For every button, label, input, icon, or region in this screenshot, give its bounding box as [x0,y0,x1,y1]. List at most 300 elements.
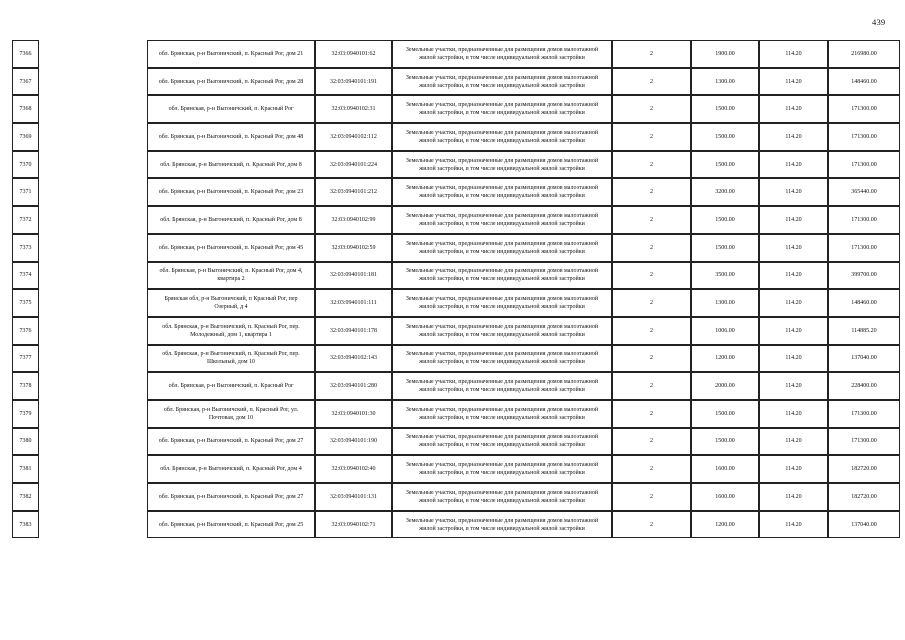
category: 2 [650,493,653,500]
address: обл. Брянская, р-н Выгоничский, п. Красный Рог, дом 4 [160,466,302,473]
cadastral-number: 32:03:0940102:143 [329,355,377,362]
rate-cell [759,262,828,290]
land-use-cell [392,400,612,428]
cadastral-number: 32:03:0940101:224 [329,161,377,168]
table-row [12,206,882,234]
table-row [12,95,882,123]
cadastral-number: 32:03:0940101:181 [329,272,377,279]
area-cell [691,400,759,428]
area: 1006.00 [715,327,735,334]
rate-cell [759,206,828,234]
table-row [12,289,882,317]
cadastral-value-cell [828,206,900,234]
land-use: Земельные участки, предназначенные для размещения домов малоэтажной жилой застройки, в том числе индивидуальной жилой застройки [405,74,599,89]
cadastral-number-cell [315,68,392,96]
address: обл. Брянская, р-н Выгоничский, п. Красный Рог, дом 25 [158,521,304,528]
land-use: Земельные участки, предназначенные для размещения домов малоэтажной жилой застройки, в том числе индивидуальной жилой застройки [405,268,599,283]
row-id: 7382 [19,493,32,500]
land-use: Земельные участки, предназначенные для размещения домов малоэтажной жилой застройки, в том числе индивидуальной жилой застройки [405,240,599,255]
cadastral-number: 32:03:0940102:59 [331,244,376,251]
area-cell [691,123,759,151]
land-use-cell [392,178,612,206]
rate-cell [759,289,828,317]
rate: 114.20 [785,383,802,390]
cadastral-number-cell [315,289,392,317]
category-cell [612,511,691,539]
area-cell [691,289,759,317]
row-id: 7379 [19,410,32,417]
table-row [12,234,882,262]
area-cell [691,40,759,68]
row-id: 7372 [19,216,32,223]
cadastral-value: 171300.00 [851,161,877,168]
rate-cell [759,151,828,179]
category-cell [612,234,691,262]
area: 3200.00 [715,189,735,196]
area: 1500.00 [715,161,735,168]
category-cell [612,428,691,456]
area-cell [691,483,759,511]
rate: 114.20 [785,106,802,113]
rate-cell [759,40,828,68]
cadastral-number: 32:03:0940101:280 [329,383,377,390]
address: обл. Брянская, р-н Выгоничский, п. Красный Рог, дом 27 [158,493,304,500]
rate-cell [759,317,828,345]
category: 2 [650,383,653,390]
category-cell [612,317,691,345]
area: 1500.00 [715,410,735,417]
address-cell [147,95,315,123]
category: 2 [650,466,653,473]
land-use: Земельные участки, предназначенные для размещения домов малоэтажной жилой застройки, в том числе индивидуальной жилой застройки [405,434,599,449]
cadastral-value: 148460.00 [851,78,877,85]
cadastral-value: 171300.00 [851,216,877,223]
land-use-cell [392,372,612,400]
address-cell [147,289,315,317]
row-id: 7378 [19,383,32,390]
cadastral-table [12,40,882,538]
address: обл. Брянская, р-н Выгоничский, п. Красный Рог, дом 27 [158,438,304,445]
table-row [12,372,882,400]
cadastral-value-cell [828,511,900,539]
address: обл. Брянская, р-н Выгоничский, п. Красный Рог, дом 28 [158,78,304,85]
row-id-cell [12,178,39,206]
land-use-cell [392,428,612,456]
address: обл. Брянская, р-н Выгоничский, п. Красный Рог, дом 8 [160,161,302,168]
cadastral-value: 216980.00 [851,50,877,57]
row-id-cell [12,511,39,539]
cadastral-number: 32:03:0940102:31 [331,106,376,113]
cadastral-number: 32:03:0940101:191 [329,78,377,85]
row-id: 7370 [19,161,32,168]
address: обл. Брянская, р-н Выгоничский, п. Красный Рог, дом 23 [158,189,304,196]
rate: 114.20 [785,300,802,307]
cadastral-number: 32:03:0940101:178 [329,327,377,334]
rate: 114.20 [785,272,802,279]
category-cell [612,68,691,96]
rate: 114.20 [785,133,802,140]
address-cell [147,234,315,262]
area-cell [691,372,759,400]
area-cell [691,455,759,483]
area-cell [691,317,759,345]
address-cell [147,40,315,68]
land-use-cell [392,40,612,68]
address: обл. Брянская, р-н Выгоничский, п. Красный Рог, дом 21 [158,50,304,57]
rate: 114.20 [785,466,802,473]
row-id: 7377 [19,355,32,362]
area-cell [691,345,759,373]
land-use: Земельные участки, предназначенные для размещения домов малоэтажной жилой застройки, в том числе индивидуальной жилой застройки [405,406,599,421]
page-number: 439 [872,17,886,27]
address: обл. Брянская, р-н Выгоничский, п. Красный Рог, дом 45 [158,244,304,251]
table-row [12,317,882,345]
row-id-cell [12,428,39,456]
area-cell [691,428,759,456]
area-cell [691,234,759,262]
category-cell [612,455,691,483]
row-id-cell [12,317,39,345]
land-use: Земельные участки, предназначенные для размещения домов малоэтажной жилой застройки, в том числе индивидуальной жилой застройки [405,489,599,504]
cadastral-value: 365440.00 [851,189,877,196]
row-id: 7374 [19,272,32,279]
address: обл. Брянская, р-н Выгоничский, п. Красный Рог, дом 8 [160,216,302,223]
rate-cell [759,428,828,456]
row-id: 7376 [19,327,32,334]
cadastral-number: 32:03:0940101:212 [329,189,377,196]
address-cell [147,151,315,179]
row-id-cell [12,483,39,511]
cadastral-value-cell [828,428,900,456]
cadastral-number-cell [315,483,392,511]
area: 1500.00 [715,133,735,140]
land-use-cell [392,206,612,234]
address: обл. Брянская, р-н Выгоничский, п. Красный Рог, ул. Почтовая, дом 10 [163,406,299,421]
land-use: Земельные участки, предназначенные для размещения домов малоэтажной жилой застройки, в том числе индивидуальной жилой застройки [405,296,599,311]
address: обл. Брянская, р-н Выгоничский, п. Красный Рог [168,106,294,113]
address: Брянская обл, р-н Выгоничский, п Красный Рог, пер Озерный, д 4 [164,296,298,311]
cadastral-value-cell [828,289,900,317]
row-id-cell [12,40,39,68]
rate-cell [759,95,828,123]
row-id: 7383 [19,521,32,528]
category-cell [612,345,691,373]
row-id-cell [12,262,39,290]
cadastral-number: 32:03:0940101:111 [330,300,377,307]
rate-cell [759,345,828,373]
land-use-cell [392,345,612,373]
area: 1600.00 [715,493,735,500]
row-id: 7381 [19,466,32,473]
area: 1500.00 [715,216,735,223]
cadastral-number-cell [315,262,392,290]
cadastral-number: 32:03:0940102:40 [331,466,376,473]
land-use-cell [392,317,612,345]
cadastral-value-cell [828,317,900,345]
cadastral-number-cell [315,40,392,68]
land-use-cell [392,234,612,262]
table-row [12,262,882,290]
area-cell [691,178,759,206]
address-cell [147,68,315,96]
cadastral-value-cell [828,234,900,262]
table-row [12,511,882,539]
rate: 114.20 [785,244,802,251]
category: 2 [650,327,653,334]
rate: 114.20 [785,216,802,223]
cadastral-value: 228400.00 [851,383,877,390]
address: обл. Брянская, р-н Выгоничский, п. Красный Рог, пер. Школьный, дом 10 [162,351,300,366]
address-cell [147,178,315,206]
rate-cell [759,455,828,483]
category: 2 [650,78,653,85]
land-use: Земельные участки, предназначенные для размещения домов малоэтажной жилой застройки, в том числе индивидуальной жилой застройки [405,212,599,227]
cadastral-value-cell [828,68,900,96]
cadastral-value-cell [828,262,900,290]
area: 1500.00 [715,438,735,445]
land-use: Земельные участки, предназначенные для размещения домов малоэтажной жилой застройки, в том числе индивидуальной жилой застройки [405,462,599,477]
land-use: Земельные участки, предназначенные для размещения домов малоэтажной жилой застройки, в том числе индивидуальной жилой застройки [405,46,599,61]
address-cell [147,511,315,539]
cadastral-value: 148460.00 [851,300,877,307]
rate-cell [759,511,828,539]
table-row [12,151,882,179]
rate-cell [759,178,828,206]
cadastral-value-cell [828,400,900,428]
rate-cell [759,400,828,428]
category: 2 [650,216,653,223]
cadastral-value: 137040.00 [851,355,877,362]
cadastral-number-cell [315,95,392,123]
area: 1200.00 [715,521,735,528]
address: обл. Брянская, р-н Выгоничский, п. Красный Рог, дом 4, квартира 2 [159,268,303,283]
category: 2 [650,106,653,113]
land-use: Земельные участки, предназначенные для размещения домов малоэтажной жилой застройки, в том числе индивидуальной жилой застройки [405,157,599,172]
row-id-cell [12,68,39,96]
category-cell [612,206,691,234]
cadastral-number: 32:03:0940101:30 [331,410,376,417]
row-id-cell [12,289,39,317]
row-id-cell [12,345,39,373]
land-use: Земельные участки, предназначенные для размещения домов малоэтажной жилой застройки, в том числе индивидуальной жилой застройки [405,185,599,200]
category: 2 [650,272,653,279]
land-use-cell [392,68,612,96]
rate: 114.20 [785,327,802,334]
area-cell [691,95,759,123]
rate-cell [759,123,828,151]
cadastral-value-cell [828,178,900,206]
area: 1600.00 [715,466,735,473]
rate: 114.20 [785,78,802,85]
address-cell [147,483,315,511]
cadastral-number-cell [315,345,392,373]
address-cell [147,206,315,234]
cadastral-number-cell [315,123,392,151]
row-id-cell [12,234,39,262]
address-cell [147,317,315,345]
cadastral-value-cell [828,345,900,373]
area: 1500.00 [715,244,735,251]
area: 1900.00 [715,50,735,57]
cadastral-number: 32:03:0940102:71 [331,521,376,528]
category-cell [612,400,691,428]
cadastral-value: 171300.00 [851,106,877,113]
area-cell [691,151,759,179]
category-cell [612,40,691,68]
area-cell [691,206,759,234]
land-use-cell [392,123,612,151]
rate: 114.20 [785,410,802,417]
cadastral-value: 171300.00 [851,244,877,251]
category-cell [612,95,691,123]
land-use: Земельные участки, предназначенные для размещения домов малоэтажной жилой застройки, в том числе индивидуальной жилой застройки [405,129,599,144]
land-use: Земельные участки, предназначенные для размещения домов малоэтажной жилой застройки, в том числе индивидуальной жилой застройки [405,102,599,117]
category: 2 [650,410,653,417]
cadastral-value: 399700.00 [851,272,877,279]
land-use-cell [392,455,612,483]
cadastral-number: 32:03:0940101:131 [329,493,377,500]
land-use-cell [392,151,612,179]
cadastral-value-cell [828,40,900,68]
address: обл. Брянская, р-н Выгоничский, п. Красный Рог, пер. Молодежный, дом 1, квартира 1 [162,323,300,338]
category: 2 [650,133,653,140]
row-id-cell [12,95,39,123]
cadastral-number: 32:03:0940101:62 [331,50,376,57]
address-cell [147,262,315,290]
rate-cell [759,68,828,96]
row-id-cell [12,206,39,234]
land-use: Земельные участки, предназначенные для размещения домов малоэтажной жилой застройки, в том числе индивидуальной жилой застройки [405,517,599,532]
address: обл. Брянская, р-н Выгоничский, п. Красный Рог [168,383,294,390]
rate-cell [759,234,828,262]
category: 2 [650,189,653,196]
cadastral-value-cell [828,95,900,123]
area-cell [691,511,759,539]
address-cell [147,372,315,400]
cadastral-value: 182720.00 [851,493,877,500]
cadastral-number-cell [315,151,392,179]
land-use-cell [392,289,612,317]
category-cell [612,151,691,179]
rate-cell [759,483,828,511]
rate: 114.20 [785,493,802,500]
area: 1300.00 [715,300,735,307]
address-cell [147,455,315,483]
cadastral-number: 32:03:0940102:112 [330,133,377,140]
cadastral-number-cell [315,178,392,206]
rate-cell [759,372,828,400]
address-cell [147,428,315,456]
land-use: Земельные участки, предназначенные для размещения домов малоэтажной жилой застройки, в том числе индивидуальной жилой застройки [405,351,599,366]
cadastral-value-cell [828,483,900,511]
cadastral-number-cell [315,372,392,400]
row-id: 7367 [19,78,32,85]
land-use: Земельные участки, предназначенные для размещения домов малоэтажной жилой застройки, в том числе индивидуальной жилой застройки [405,379,599,394]
cadastral-number-cell [315,400,392,428]
cadastral-value-cell [828,151,900,179]
rate: 114.20 [785,438,802,445]
cadastral-value: 171300.00 [851,410,877,417]
cadastral-value: 114885.20 [851,327,877,334]
category-cell [612,483,691,511]
land-use-cell [392,262,612,290]
area: 2000.00 [715,383,735,390]
cadastral-number: 32:03:0940101:190 [329,438,377,445]
category-cell [612,123,691,151]
cadastral-value: 171300.00 [851,133,877,140]
address: обл. Брянская, р-н Выгоничский, п. Красный Рог, дом 48 [158,133,304,140]
table-row [12,428,882,456]
row-id: 7368 [19,106,32,113]
row-id-cell [12,123,39,151]
cadastral-number-cell [315,234,392,262]
area: 3500.00 [715,272,735,279]
row-id: 7380 [19,438,32,445]
rate: 114.20 [785,189,802,196]
land-use: Земельные участки, предназначенные для размещения домов малоэтажной жилой застройки, в том числе индивидуальной жилой застройки [405,323,599,338]
address-cell [147,400,315,428]
row-id: 7371 [19,189,32,196]
category: 2 [650,438,653,445]
category: 2 [650,244,653,251]
rate: 114.20 [785,355,802,362]
category-cell [612,178,691,206]
table-row [12,483,882,511]
cadastral-value-cell [828,455,900,483]
category-cell [612,289,691,317]
row-id-cell [12,455,39,483]
area: 1500.00 [715,106,735,113]
cadastral-number-cell [315,455,392,483]
category: 2 [650,355,653,362]
cadastral-value: 137040.00 [851,521,877,528]
cadastral-number: 32:03:0940102:99 [331,216,376,223]
category: 2 [650,161,653,168]
category: 2 [650,300,653,307]
row-id-cell [12,151,39,179]
row-id-cell [12,400,39,428]
cadastral-value: 171300.00 [851,438,877,445]
area-cell [691,262,759,290]
address-cell [147,123,315,151]
table-row [12,455,882,483]
table-row [12,40,882,68]
table-row [12,68,882,96]
address-cell [147,345,315,373]
land-use-cell [392,95,612,123]
land-use-cell [392,483,612,511]
category: 2 [650,50,653,57]
row-id-cell [12,372,39,400]
area: 1300.00 [715,78,735,85]
rate: 114.20 [785,50,802,57]
table-row [12,178,882,206]
cadastral-number-cell [315,206,392,234]
cadastral-number-cell [315,428,392,456]
area: 1200.00 [715,355,735,362]
category: 2 [650,521,653,528]
category-cell [612,262,691,290]
rate: 114.20 [785,161,802,168]
table-body [12,40,882,538]
category-cell [612,372,691,400]
table-row [12,123,882,151]
cadastral-number-cell [315,317,392,345]
row-id: 7366 [19,50,32,57]
cadastral-number-cell [315,511,392,539]
land-use-cell [392,511,612,539]
area-cell [691,68,759,96]
